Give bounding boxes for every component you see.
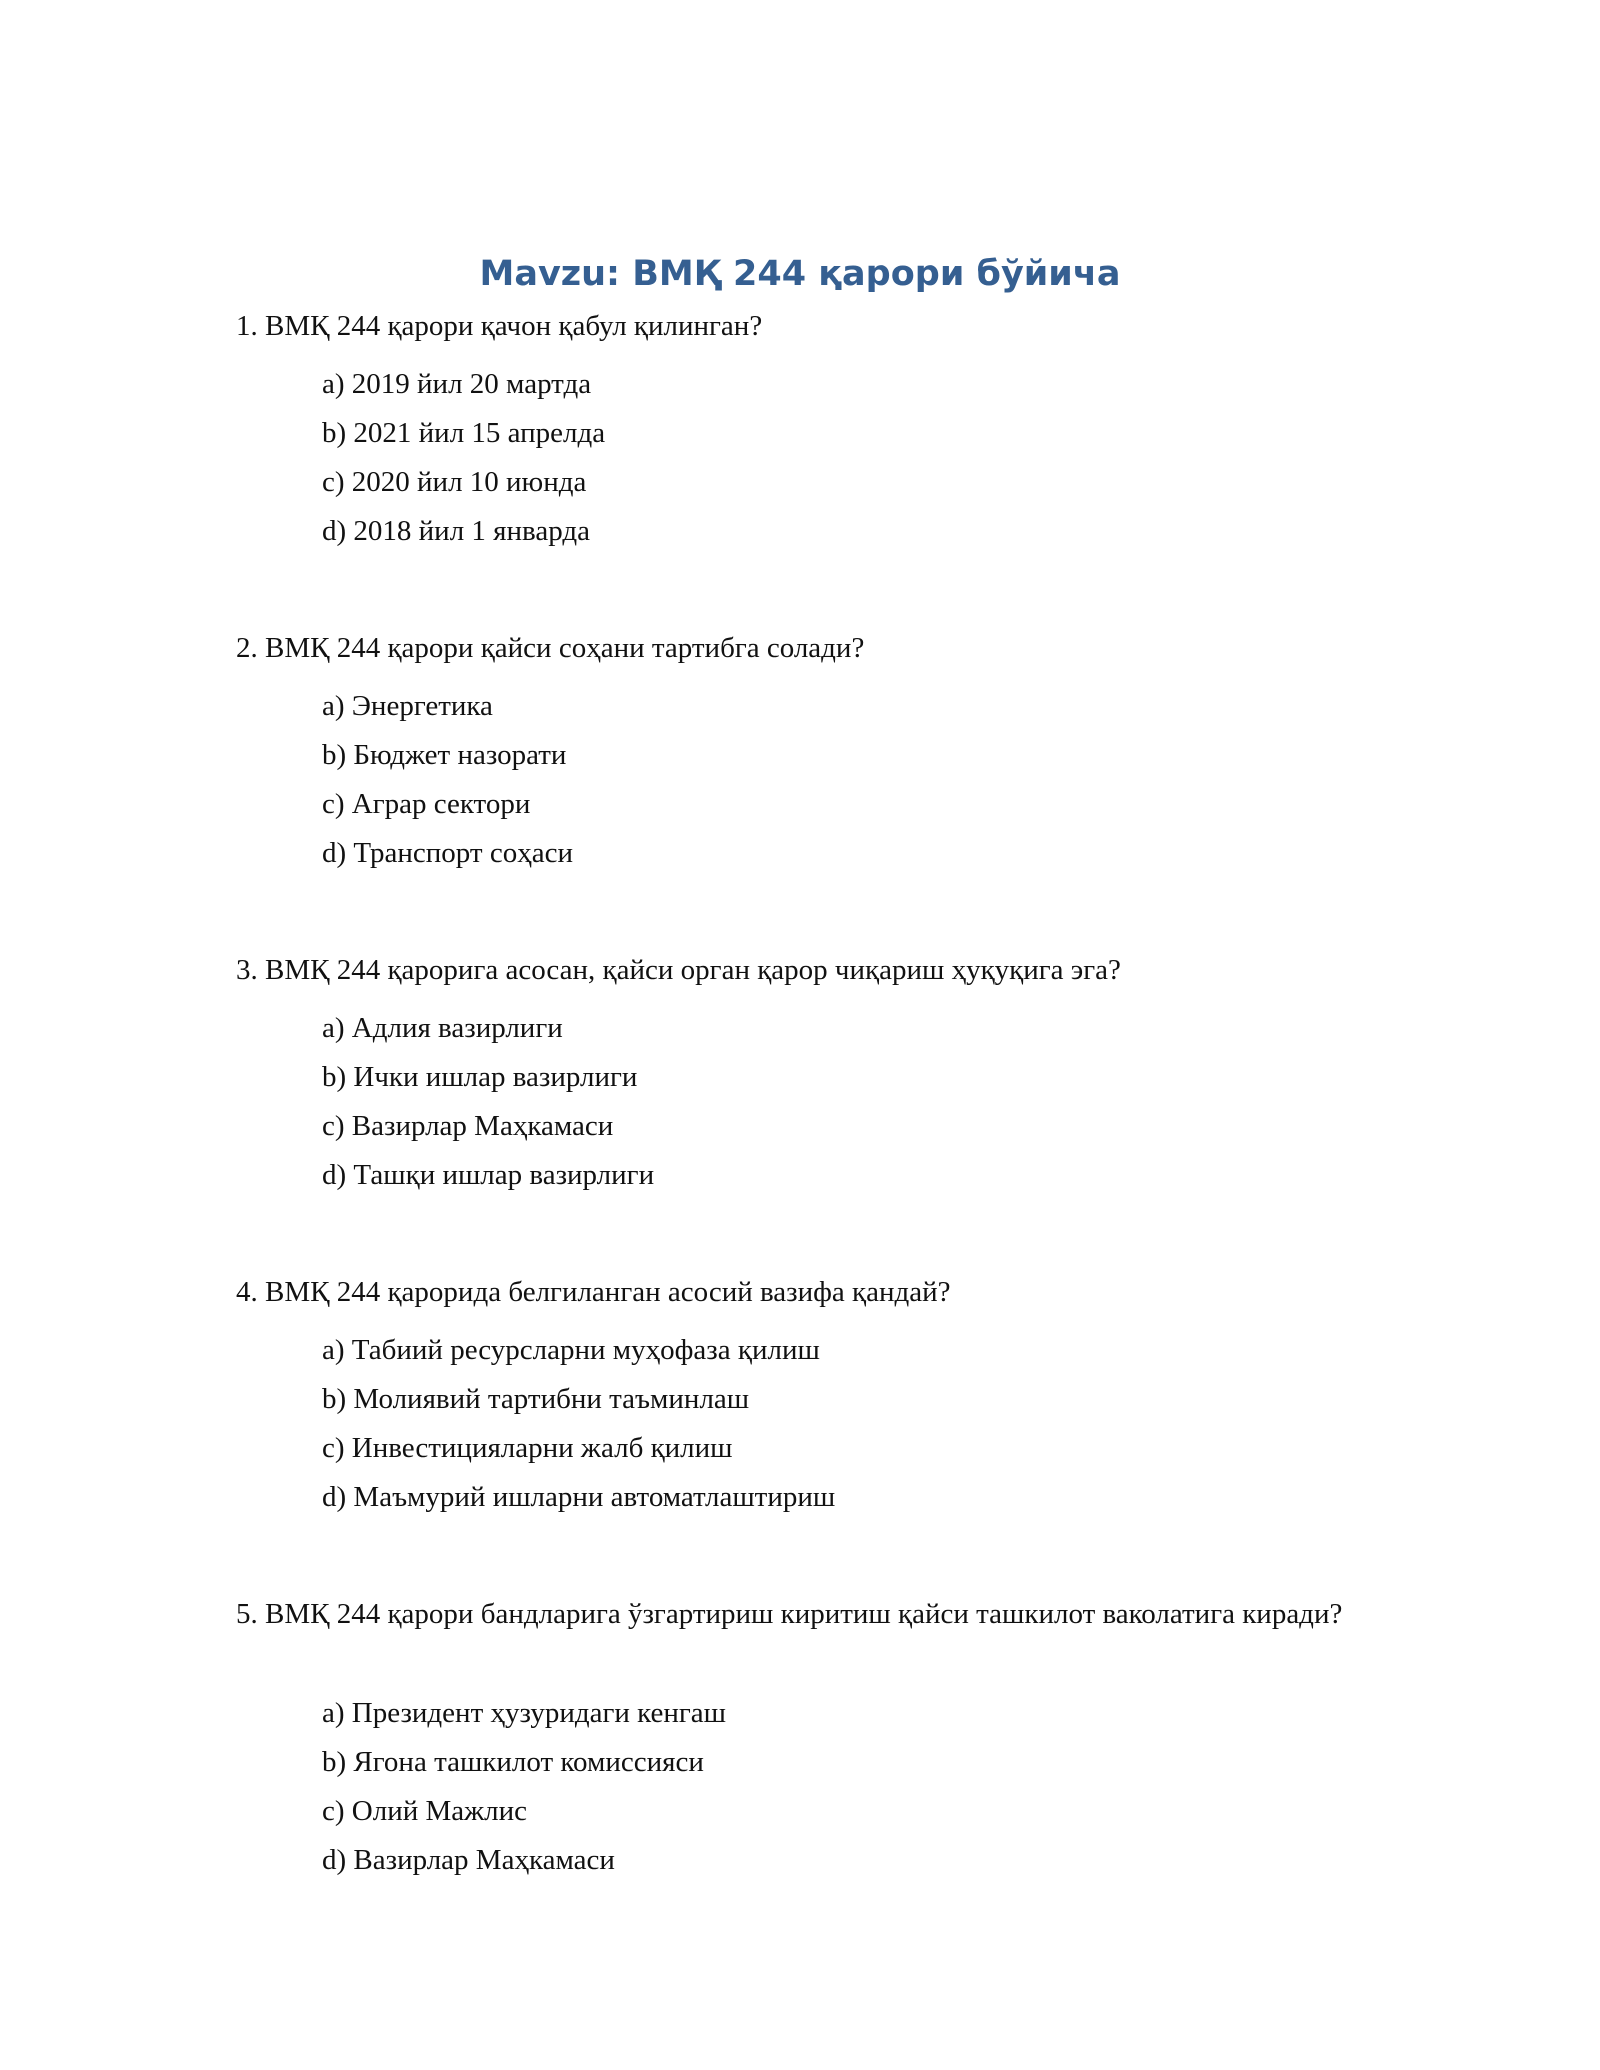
- option-c: c) Вазирлар Маҳкамаси: [322, 1110, 614, 1142]
- question-text: 4. ВМҚ 244 қарорида белгиланган асосий вазифа қандай?: [236, 1276, 951, 1308]
- option-d: d) Вазирлар Маҳкамаси: [322, 1844, 615, 1876]
- option-d: d) Маъмурий ишларни автоматлаштириш: [322, 1481, 836, 1513]
- option-b: b) Ички ишлар вазирлиги: [322, 1061, 638, 1093]
- option-a: a) 2019 йил 20 мартда: [322, 368, 592, 400]
- option-c: c) Олий Мажлис: [322, 1795, 528, 1827]
- question-text: 5. ВМҚ 244 қарори бандларига ўзгартириш киритиш қайси ташкилот ваколатига киради?: [236, 1598, 1343, 1630]
- option-d: d) Транспорт соҳаси: [322, 837, 573, 869]
- document-title: Mavzu: ВМҚ 244 қарори бўйича: [479, 254, 1121, 294]
- option-b: b) Ягона ташкилот комиссияси: [322, 1746, 704, 1778]
- option-a: a) Адлия вазирлиги: [322, 1012, 563, 1044]
- option-b: b) 2021 йил 15 апрелда: [322, 417, 606, 449]
- question-text: 3. ВМҚ 244 қарорига асосан, қайси орган қарор чиқариш ҳуқуқига эга?: [236, 954, 1121, 986]
- option-b: b) Молиявий тартибни таъминлаш: [322, 1383, 750, 1415]
- option-a: a) Президент ҳузуридаги кенгаш: [322, 1697, 727, 1729]
- option-d: d) Ташқи ишлар вазирлиги: [322, 1159, 655, 1191]
- option-c: c) Аграр сектори: [322, 788, 531, 820]
- option-a: a) Энергетика: [322, 690, 493, 722]
- option-c: c) 2020 йил 10 июнда: [322, 466, 587, 498]
- option-c: c) Инвестицияларни жалб қилиш: [322, 1432, 733, 1464]
- option-d: d) 2018 йил 1 январда: [322, 515, 590, 547]
- question-text: 1. ВМҚ 244 қарори қачон қабул қилинган?: [236, 310, 763, 342]
- question-text: 2. ВМҚ 244 қарори қайси соҳани тартибга солади?: [236, 632, 865, 664]
- option-b: b) Бюджет назорати: [322, 739, 567, 771]
- option-a: a) Табиий ресурсларни муҳофаза қилиш: [322, 1334, 820, 1366]
